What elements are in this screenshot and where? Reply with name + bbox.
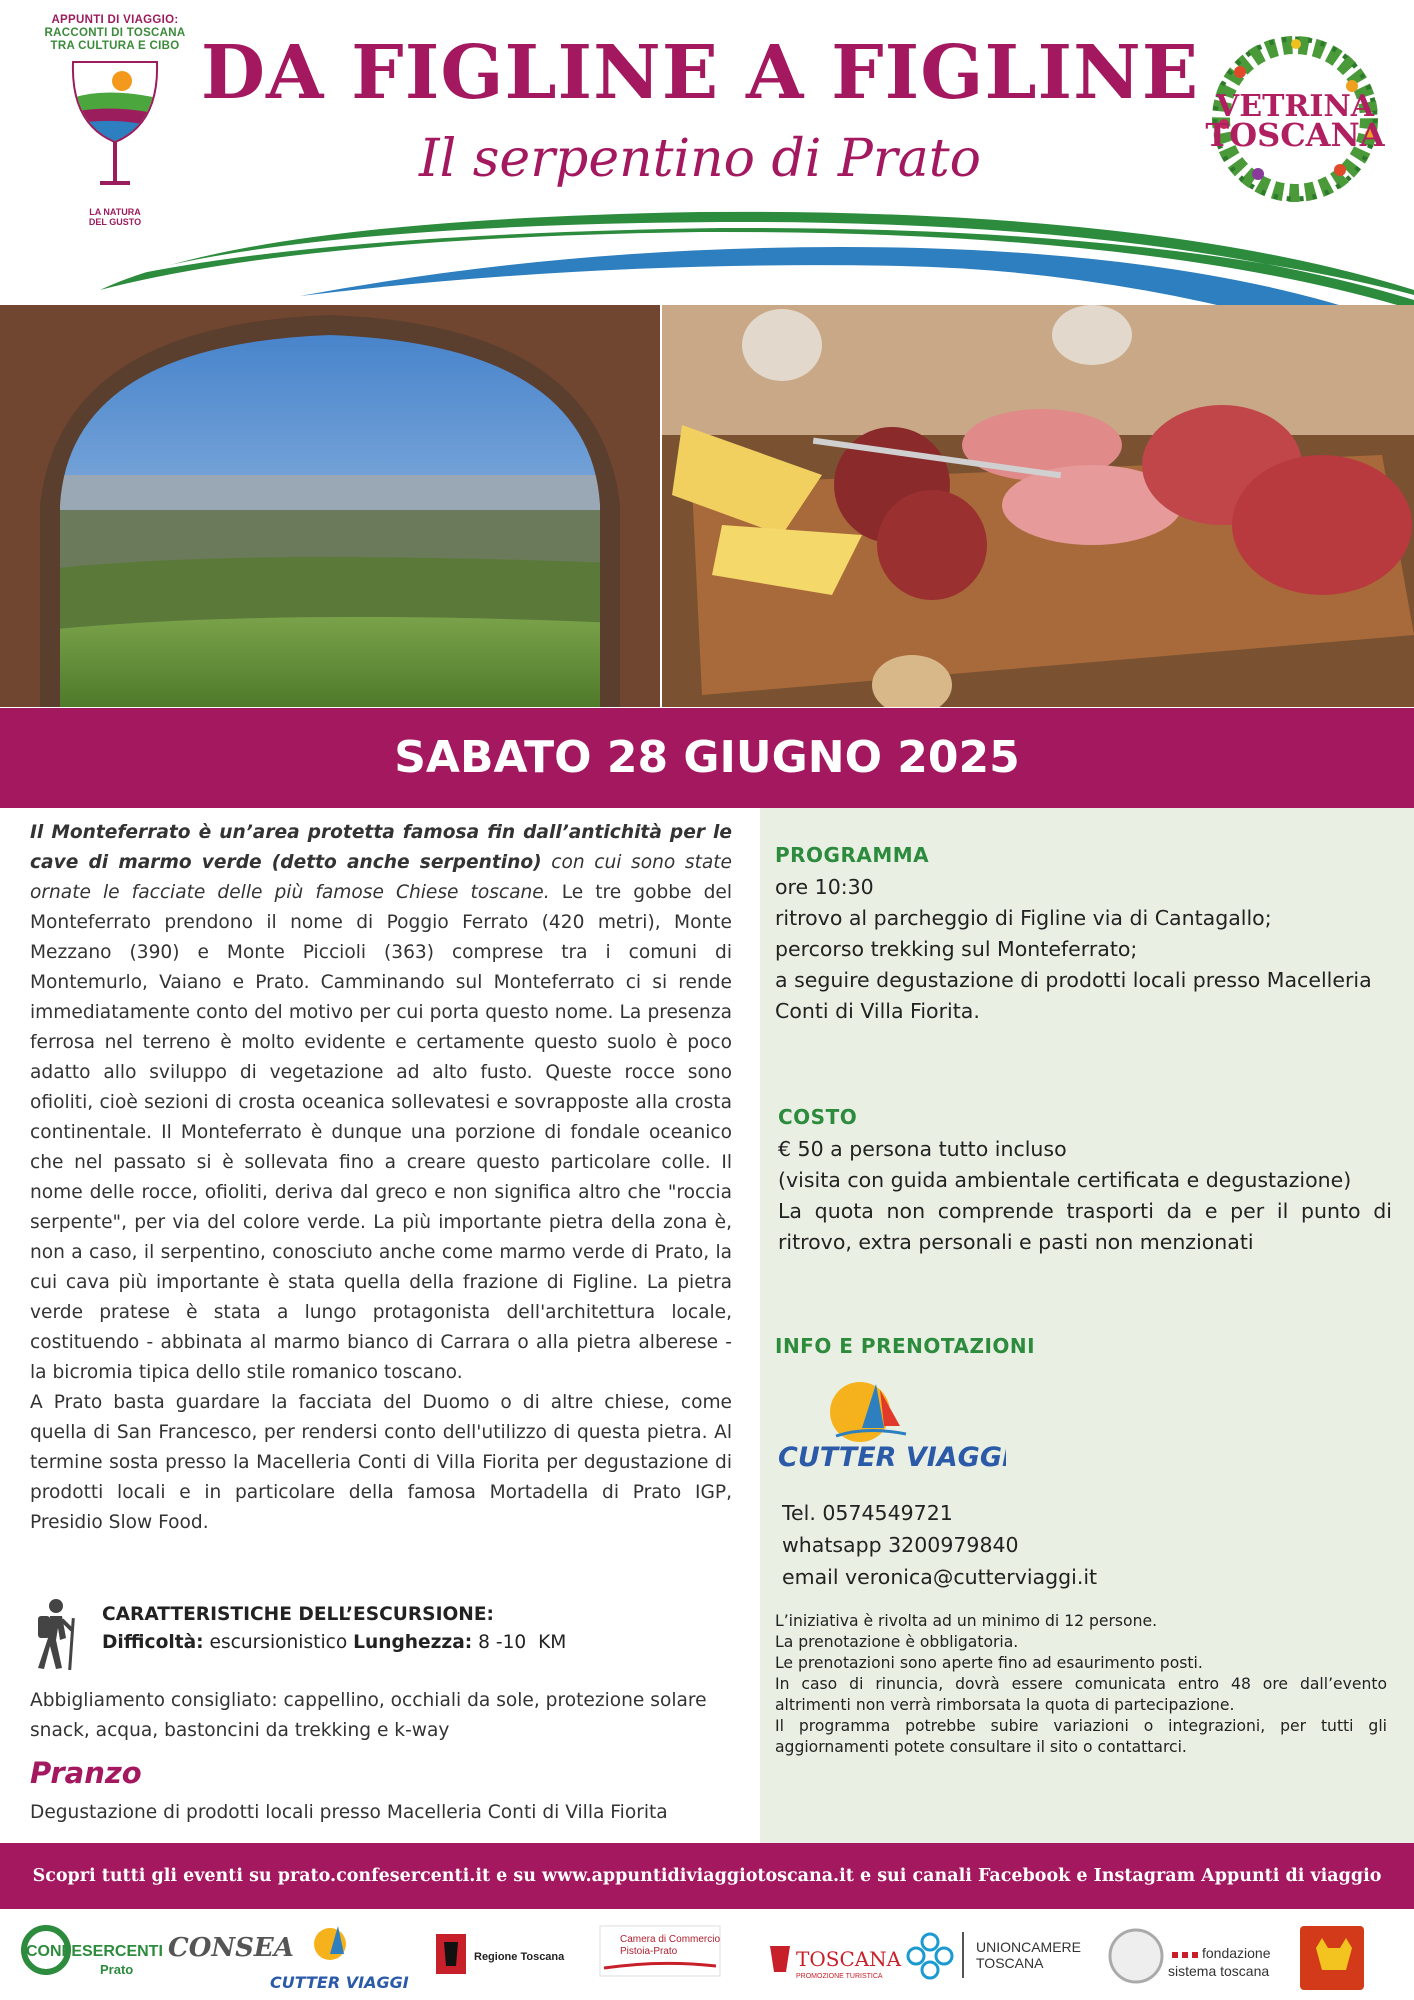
sponsor-confesercenti: CONFESERCENTI — [26, 1943, 163, 1960]
wine-glass-icon — [60, 53, 170, 203]
agency-name: CUTTER VIAGGI — [778, 1442, 1006, 1473]
description-body1: Le tre gobbe del Monteferrato prendono il nome di Poggio Ferrato (420 metri), Monte Mezzano (390) e Monte Piccioli (363) comprese tra i comuni di Montemurlo, Vaiano e Prato. Camminando sul Monteferrato ci si rende immediatamente conto del motivo per cui porta questo nome. La presenza ferrosa nel terreno è molto evidente e certamente questo suolo è poco adatto allo sviluppo di vegetazione ad alto fusto. Queste rocce sono ofioliti, cioè sezioni di crosta oceanica sollevatesi e sovrapposte alla crosta continentale. Il Monteferrato è dunque una porzione di fondale oceanico che nel passato si è sollevata fino a creare questo particolare colle. Il nome delle rocce, ofioliti, deriva dal greco e non significa altro che "roccia serpente", per via del colore verde. La più importante pietra della zona è, non a caso, il serpentino, conosciuto anche come marmo verde di Prato, la cui cava più importante è stata quella della frazione di Figline. La pietra verde pratese è stata a lungo protagonista dell'architettura locale, costituendo - abbinata al marmo bianco di Carrara o alla pietra alberese - la bicromia tipica dello stile romanico toscano. — [30, 882, 732, 1383]
logo-left-bottom1: LA NATURA — [89, 207, 141, 217]
logo-left-line3: TRA CULTURA E CIBO — [50, 40, 180, 52]
food-platter-photo — [662, 305, 1414, 707]
unioncamere-toscana-logo — [908, 1932, 1081, 1978]
hiker-icon — [26, 1598, 86, 1670]
difficulty-label: Difficoltà: — [102, 1632, 204, 1653]
lunch-text: Degustazione di prodotti locali presso Macelleria Conti di Villa Fiorita — [30, 1802, 668, 1823]
sponsor-unioncamere2: TOSCANA — [976, 1955, 1044, 1971]
contacts — [782, 1497, 1097, 1593]
sponsor-fondazione1: fondazione — [1202, 1945, 1271, 1961]
regione-toscana-logo — [436, 1934, 565, 1974]
sponsor-regione: Regione Toscana — [474, 1951, 565, 1963]
difficulty-value: escursionistico — [203, 1632, 354, 1653]
toscana-promozione-logo — [770, 1946, 902, 1980]
length-label: Lunghezza: — [353, 1632, 473, 1653]
sponsor-consea: CONSEA — [168, 1933, 294, 1963]
clothing-advice: Abbigliamento consigliato: cappellino, occhiali da sole, protezione solare snack, acqua, bastoncini da trekking e k-way — [30, 1690, 707, 1741]
footer-text: Scopri tutti gli eventi su prato.confesercenti.it e su www.appuntidiviaggiotoscana.it e sui canali Facebook e Instagram Appunti di viaggio — [32, 1866, 1382, 1886]
sponsor-cutter: CUTTER VIAGGI — [270, 1973, 409, 1992]
confesercenti-logo — [24, 1928, 163, 1977]
whatsapp-number[interactable]: whatsapp 3200979840 — [782, 1533, 1019, 1557]
sponsor-toscana-sub: PROMOZIONE TURISTICA — [796, 1973, 883, 1980]
program-text — [775, 872, 1395, 1027]
program-title: PROGRAMMA — [775, 843, 930, 867]
logo-left-line2: RACCONTI DI TOSCANA — [44, 27, 186, 39]
sponsor-camera-line2: Pistoia-Prato — [620, 1946, 678, 1957]
info-title: INFO E PRENOTAZIONI — [775, 1334, 1036, 1358]
program-line: a seguire degustazione di prodotti locali presso Macelleria Conti di Villa Fiorita. — [775, 968, 1372, 1023]
cost-text — [778, 1134, 1392, 1258]
sponsor-confesercenti-sub: Prato — [100, 1962, 134, 1977]
sponsor-fondazione2: sistema toscana — [1168, 1963, 1270, 1979]
characteristics-title: CARATTERISTICHE DELL’ESCURSIONE: — [102, 1604, 494, 1625]
program-line: percorso trekking sul Monteferrato; — [775, 937, 1138, 961]
description-intro-italic: con cui sono state ornate le facciate delle più famose Chiese toscane. — [30, 852, 732, 903]
consea-logo — [168, 1933, 294, 1963]
page-title: DA FIGLINE A FIGLINE — [200, 30, 1200, 116]
vetrina-toscana-logo — [1200, 24, 1390, 214]
wreath-icon — [1200, 24, 1390, 214]
logo-right-line1: VETRINA — [1215, 89, 1375, 124]
sponsor-toscana: TOSCANA — [796, 1947, 902, 1971]
logo-left-bottom2: DEL GUSTO — [88, 217, 142, 227]
cost-line2: (visita con guida ambientale certificata e degustazione) — [778, 1168, 1352, 1192]
bull-emblem-logo — [1300, 1926, 1364, 1990]
sponsor-camera-line1: Camera di Commercio — [620, 1934, 721, 1945]
page-subtitle: Il serpentino di Prato — [419, 129, 981, 189]
sponsor-unioncamere1: UNIONCAMERE — [976, 1939, 1082, 1955]
cutter-viaggi-logo — [776, 1376, 1006, 1476]
logo-right-line2: TOSCANA — [1205, 116, 1385, 154]
program-line: ritrovo al parcheggio di Figline via di Cantagallo; — [775, 906, 1272, 930]
event-date: SABATO 28 GIUGNO 2025 — [394, 732, 1020, 783]
description-body2: A Prato basta guardare la facciata del Duomo o di altre chiese, come quella di San Francesco, per rendersi conto dell'utilizzo di questa pietra. Al termine sosta presso la Macelleria Conti di Villa Fiorita per degustazione di prodotti locali e in particolare della famosa Mortadella di Prato IGP, Presidio Slow Food. — [30, 1392, 732, 1533]
program-line: ore 10:30 — [775, 875, 874, 899]
booking-notes: L’iniziativa è rivolta ad un minimo di 12 persone. La prenotazione è obbligatoria. Le prenotazioni sono aperte fino ad esaurimento posti. In caso di rinuncia, dovrà essere comunicata entro 48 ore dall’evento altrimenti non verrà rimborsata la quota di partecipazione. Il programma potrebbe subire variazioni o integrazioni, per tutti gli aggiornamenti potete consultare il sito o contattarci. — [775, 1612, 1387, 1756]
arch-landscape-photo — [0, 305, 660, 707]
sponsor-logos — [0, 1912, 1414, 2000]
email-address[interactable]: email veronica@cutterviaggi.it — [782, 1565, 1098, 1589]
logo-left-line1: APPUNTI DI VIAGGIO: — [51, 14, 179, 26]
cost-line1: € 50 a persona tutto incluso — [778, 1137, 1067, 1161]
description-intro-bold: Il Monteferrato è un’area protetta famosa fin dall’antichità per le cave di marmo verde (detto anche serpentino) — [30, 822, 732, 873]
cost-title: COSTO — [778, 1105, 858, 1129]
length-value: 8 -10 KM — [472, 1632, 567, 1653]
phone-number[interactable]: Tel. 0574549721 — [782, 1501, 953, 1525]
camera-commercio-logo — [600, 1926, 720, 1976]
lunch-title: Pranzo — [30, 1756, 142, 1790]
description — [30, 818, 732, 1538]
characteristics-details — [102, 1632, 566, 1653]
fondazione-sistema-toscana-logo — [1110, 1930, 1271, 1982]
cost-line3: La quota non comprende trasporti da e per il punto di ritrovo, extra personali e pasti non menzionati — [778, 1199, 1392, 1254]
